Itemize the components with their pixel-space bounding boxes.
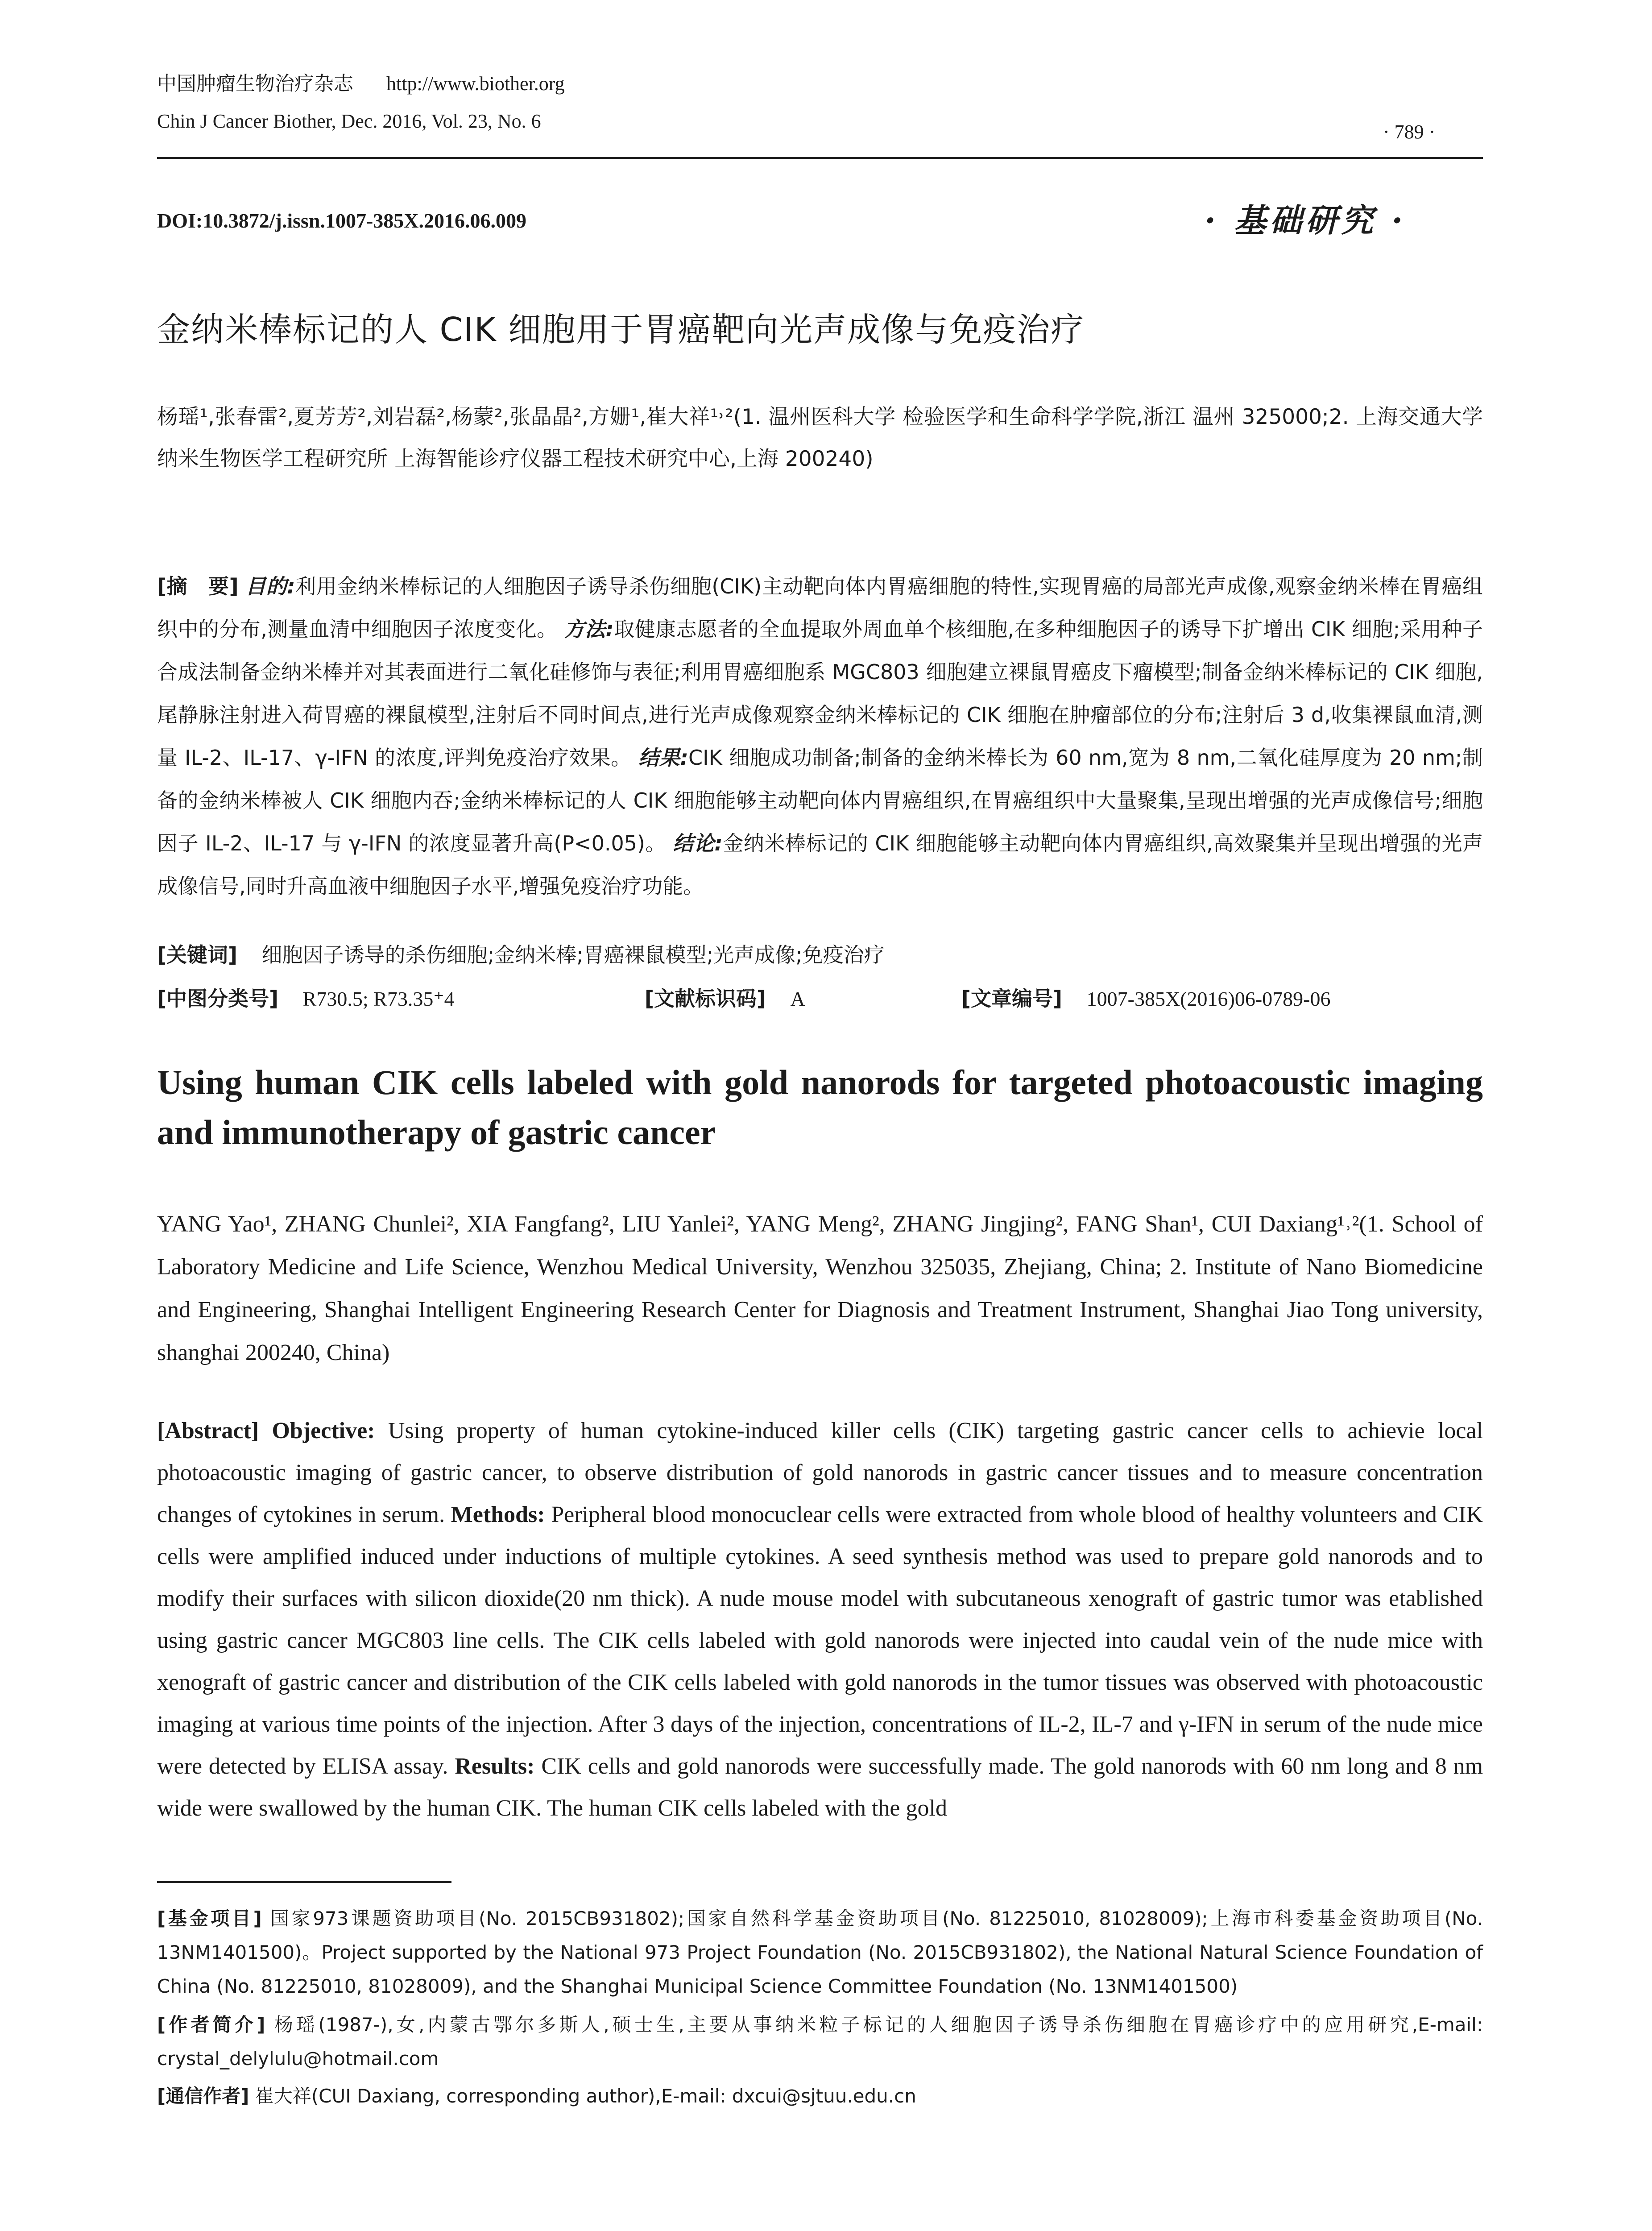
footnote-fund <box>157 1902 1483 2003</box>
objective-cn: 利用金纳米棒标记的人细胞因子诱导杀伤细胞(CIK)主动靶向体内胃癌细胞的特性,实现胃癌的局部光声成像,观察金纳米棒在胃癌组织中的分布,测量血清中细胞因子浓度变化。 <box>157 574 1483 641</box>
author-names-cn: 杨瑶¹,张春雷²,夏芳芳²,刘岩磊²,杨蒙²,张晶晶²,方姗¹,崔大祥¹˒² <box>157 405 733 429</box>
affiliations-cn: (1. 温州医科大学 检验医学和生命科学学院,浙江 温州 325000;2. 上海交通大学 纳米生物医学工程研究所 上海智能诊疗仪器工程技术研究中心,上海 200240) <box>157 405 1483 471</box>
conclusion-cn: 金纳米棒标记的 CIK 细胞能够主动靶向体内胃癌组织,高效聚集并呈现出增强的光声成像信号,同时升高血液中细胞因子水平,增强免疫治疗功能。 <box>157 831 1483 898</box>
conclusion-cn-label: 结论: <box>673 831 723 855</box>
fund-label: [基金项目] <box>157 1908 262 1929</box>
abstract-en <box>157 1410 1483 1829</box>
journal-url[interactable]: http://www.biother.org <box>386 73 565 95</box>
author-bio-text: 杨瑶(1987-),女,内蒙古鄂尔多斯人,硕士生,主要从事纳米粒子标记的人细胞因子诱导杀伤细胞在胃癌诊疗中的应用研究,E-mail: crystal_delylulu@hotmail.com <box>157 2014 1483 2069</box>
journal-title-cn: 中国肿瘤生物治疗杂志 <box>157 72 353 95</box>
section-tag: · 基础研究 · <box>1205 201 1407 239</box>
footnote-rule <box>157 1881 451 1883</box>
header-rule <box>157 157 1483 159</box>
clc-value: R730.5; R73.35⁺4 <box>302 987 455 1010</box>
article-label: [文章编号] <box>961 987 1063 1011</box>
authors-cn <box>157 396 1483 480</box>
journal-citation: Chin J Cancer Biother, Dec. 2016, Vol. 23, No. 6 <box>157 110 541 132</box>
fund-text: 国家973课题资助项目(No. 2015CB931802);国家自然科学基金资助项目(No. 81225010, 81028009);上海市科委基金资助项目(No. 13NM1401500)。Project supported by the National 973 Project Foundation (No. 2015CB931802), the National Natural Science Foundation of China (No. 81225010, 81028009), and the Shanghai Municipal Science Committee Foundation (No. 13NM1401500) <box>157 1908 1483 1997</box>
keywords-text: 细胞因子诱导的杀伤细胞;金纳米棒;胃癌裸鼠模型;光声成像;免疫治疗 <box>261 943 885 967</box>
objective-en-label: Objective: <box>272 1418 375 1443</box>
footnote-author <box>157 2008 1483 2076</box>
abstract-en-label: [Abstract] <box>157 1418 259 1443</box>
methods-cn: 取健康志愿者的全血提取外周血单个核细胞,在多种细胞因子的诱导下扩增出 CIK 细胞;采用种子合成法制备金纳米棒并对其表面进行二氧化硅修饰与表征;利用胃癌细胞系 MGC803 细胞建立裸鼠胃癌皮下瘤模型;制备金纳米棒标记的 CIK 细胞,尾静脉注射进入荷胃癌的裸鼠模型,注射后不同时间点,进行光声成像观察金纳米棒标记的 CIK 细胞在肿瘤部位的分布;注射后 3 d,收集裸鼠血清,测量 IL-2、IL-17、γ-IFN 的浓度,评判免疫治疗效果。 <box>157 617 1483 770</box>
authors-en <box>157 1203 1483 1374</box>
author-bio-label: [作者简介] <box>157 2014 265 2036</box>
corresponding-label: [通信作者] <box>157 2085 249 2107</box>
doi[interactable]: DOI:10.3872/j.issn.1007-385X.2016.06.009 <box>157 209 527 232</box>
abstract-cn-label: [摘 要] <box>157 574 239 598</box>
results-cn: CIK 细胞成功制备;制备的金纳米棒长为 60 nm,宽为 8 nm,二氧化硅厚度为 20 nm;制备的金纳米棒被人 CIK 细胞内吞;金纳米棒标记的人 CIK 细胞能够主动靶向体内胃癌组织,在胃癌组织中大量聚集,呈现出增强的光声成像信号;细胞因子 IL-2、IL-17 与 γ-IFN 的浓度显著升高(P<0.05)。 <box>157 746 1483 855</box>
abstract-cn <box>157 565 1483 908</box>
results-cn-label: 结果: <box>638 746 688 770</box>
methods-en: Peripheral blood monocuclear cells were extracted from whole blood of healthy volunteers and CIK cells were amplified induced under inductions of multiple cytokines. A seed synthesis method was used to prepare gold nanorods and to modify their surfaces with silicon dioxide(20 nm thick). A nude mouse model with subcutaneous xenograft of gastric tumor was etablished using gastric cancer MGC803 line cells. The CIK cells labeled with gold nanorods were injected into caudal vein of the nude mice with xenograft of gastric cancer and distribution of the CIK cells labeled with gold nanorods in the tumor tissues was observed with photoacoustic imaging at various time points of the injection. After 3 days of the injection, concentrations of IL-2, IL-7 and γ-IFN in serum of the nude mice were detected by ELISA assay. <box>157 1502 1483 1779</box>
objective-en: Using property of human cytokine-induced killer cells (CIK) targeting gastric cancer cells to achievie local photoacoustic imaging of gastric cancer, to observe distribution of gold nanorods in gastric cancer tissues and to measure concentration changes of cytokines in serum. <box>157 1418 1483 1527</box>
affiliations-en: (1. School of Laboratory Medicine and Life Science, Wenzhou Medical University, Wenzhou 325035, Zhejiang, China; 2. Institute of Nano Biomedicine and Engineering, Shanghai Intelligent Engineering Research Center for Diagnosis and Treatment Instrument, Shanghai Jiao Tong university, shanghai 200240, China) <box>157 1211 1483 1365</box>
article-number <box>961 985 1330 1012</box>
results-en-label: Results: <box>455 1754 535 1779</box>
article-value: 1007-385X(2016)06-0789-06 <box>1086 987 1331 1010</box>
methods-cn-label: 方法: <box>564 617 614 641</box>
doc-label: [文献标识码] <box>645 987 766 1011</box>
author-names-en: YANG Yao¹, ZHANG Chunlei², XIA Fangfang², LIU Yanlei², YANG Meng², ZHANG Jingjing², FANG Shan¹, CUI Daxiang¹˒² <box>157 1211 1359 1237</box>
results-en: CIK cells and gold nanorods were successfully made. The gold nanorods with 60 nm long and 8 nm wide were swallowed by the human CIK. The human CIK cells labeled with the gold <box>157 1754 1483 1821</box>
keywords <box>157 941 885 968</box>
title-cn: 金纳米棒标记的人 CIK 细胞用于胃癌靶向光声成像与免疫治疗 <box>157 311 1085 349</box>
doc-value: A <box>790 987 805 1010</box>
doc-code <box>645 985 805 1012</box>
clc-label: [中图分类号] <box>157 987 279 1011</box>
classification-row <box>157 985 455 1012</box>
footnote-corresponding <box>157 2079 1483 2113</box>
journal-name-cn <box>157 71 565 96</box>
title-en: Using human CIK cells labeled with gold nanorods for targeted photoacoustic imaging and immunotherapy of gastric cancer <box>157 1063 1483 1152</box>
keywords-label: [关键词] <box>157 943 238 967</box>
objective-cn-label: 目的: <box>245 574 295 598</box>
methods-en-label: Methods: <box>451 1502 545 1527</box>
page-number: · 789 · <box>1383 121 1436 143</box>
corresponding-text: 崔大祥(CUI Daxiang, corresponding author),E-mail: dxcui@sjtuu.edu.cn <box>255 2085 916 2107</box>
